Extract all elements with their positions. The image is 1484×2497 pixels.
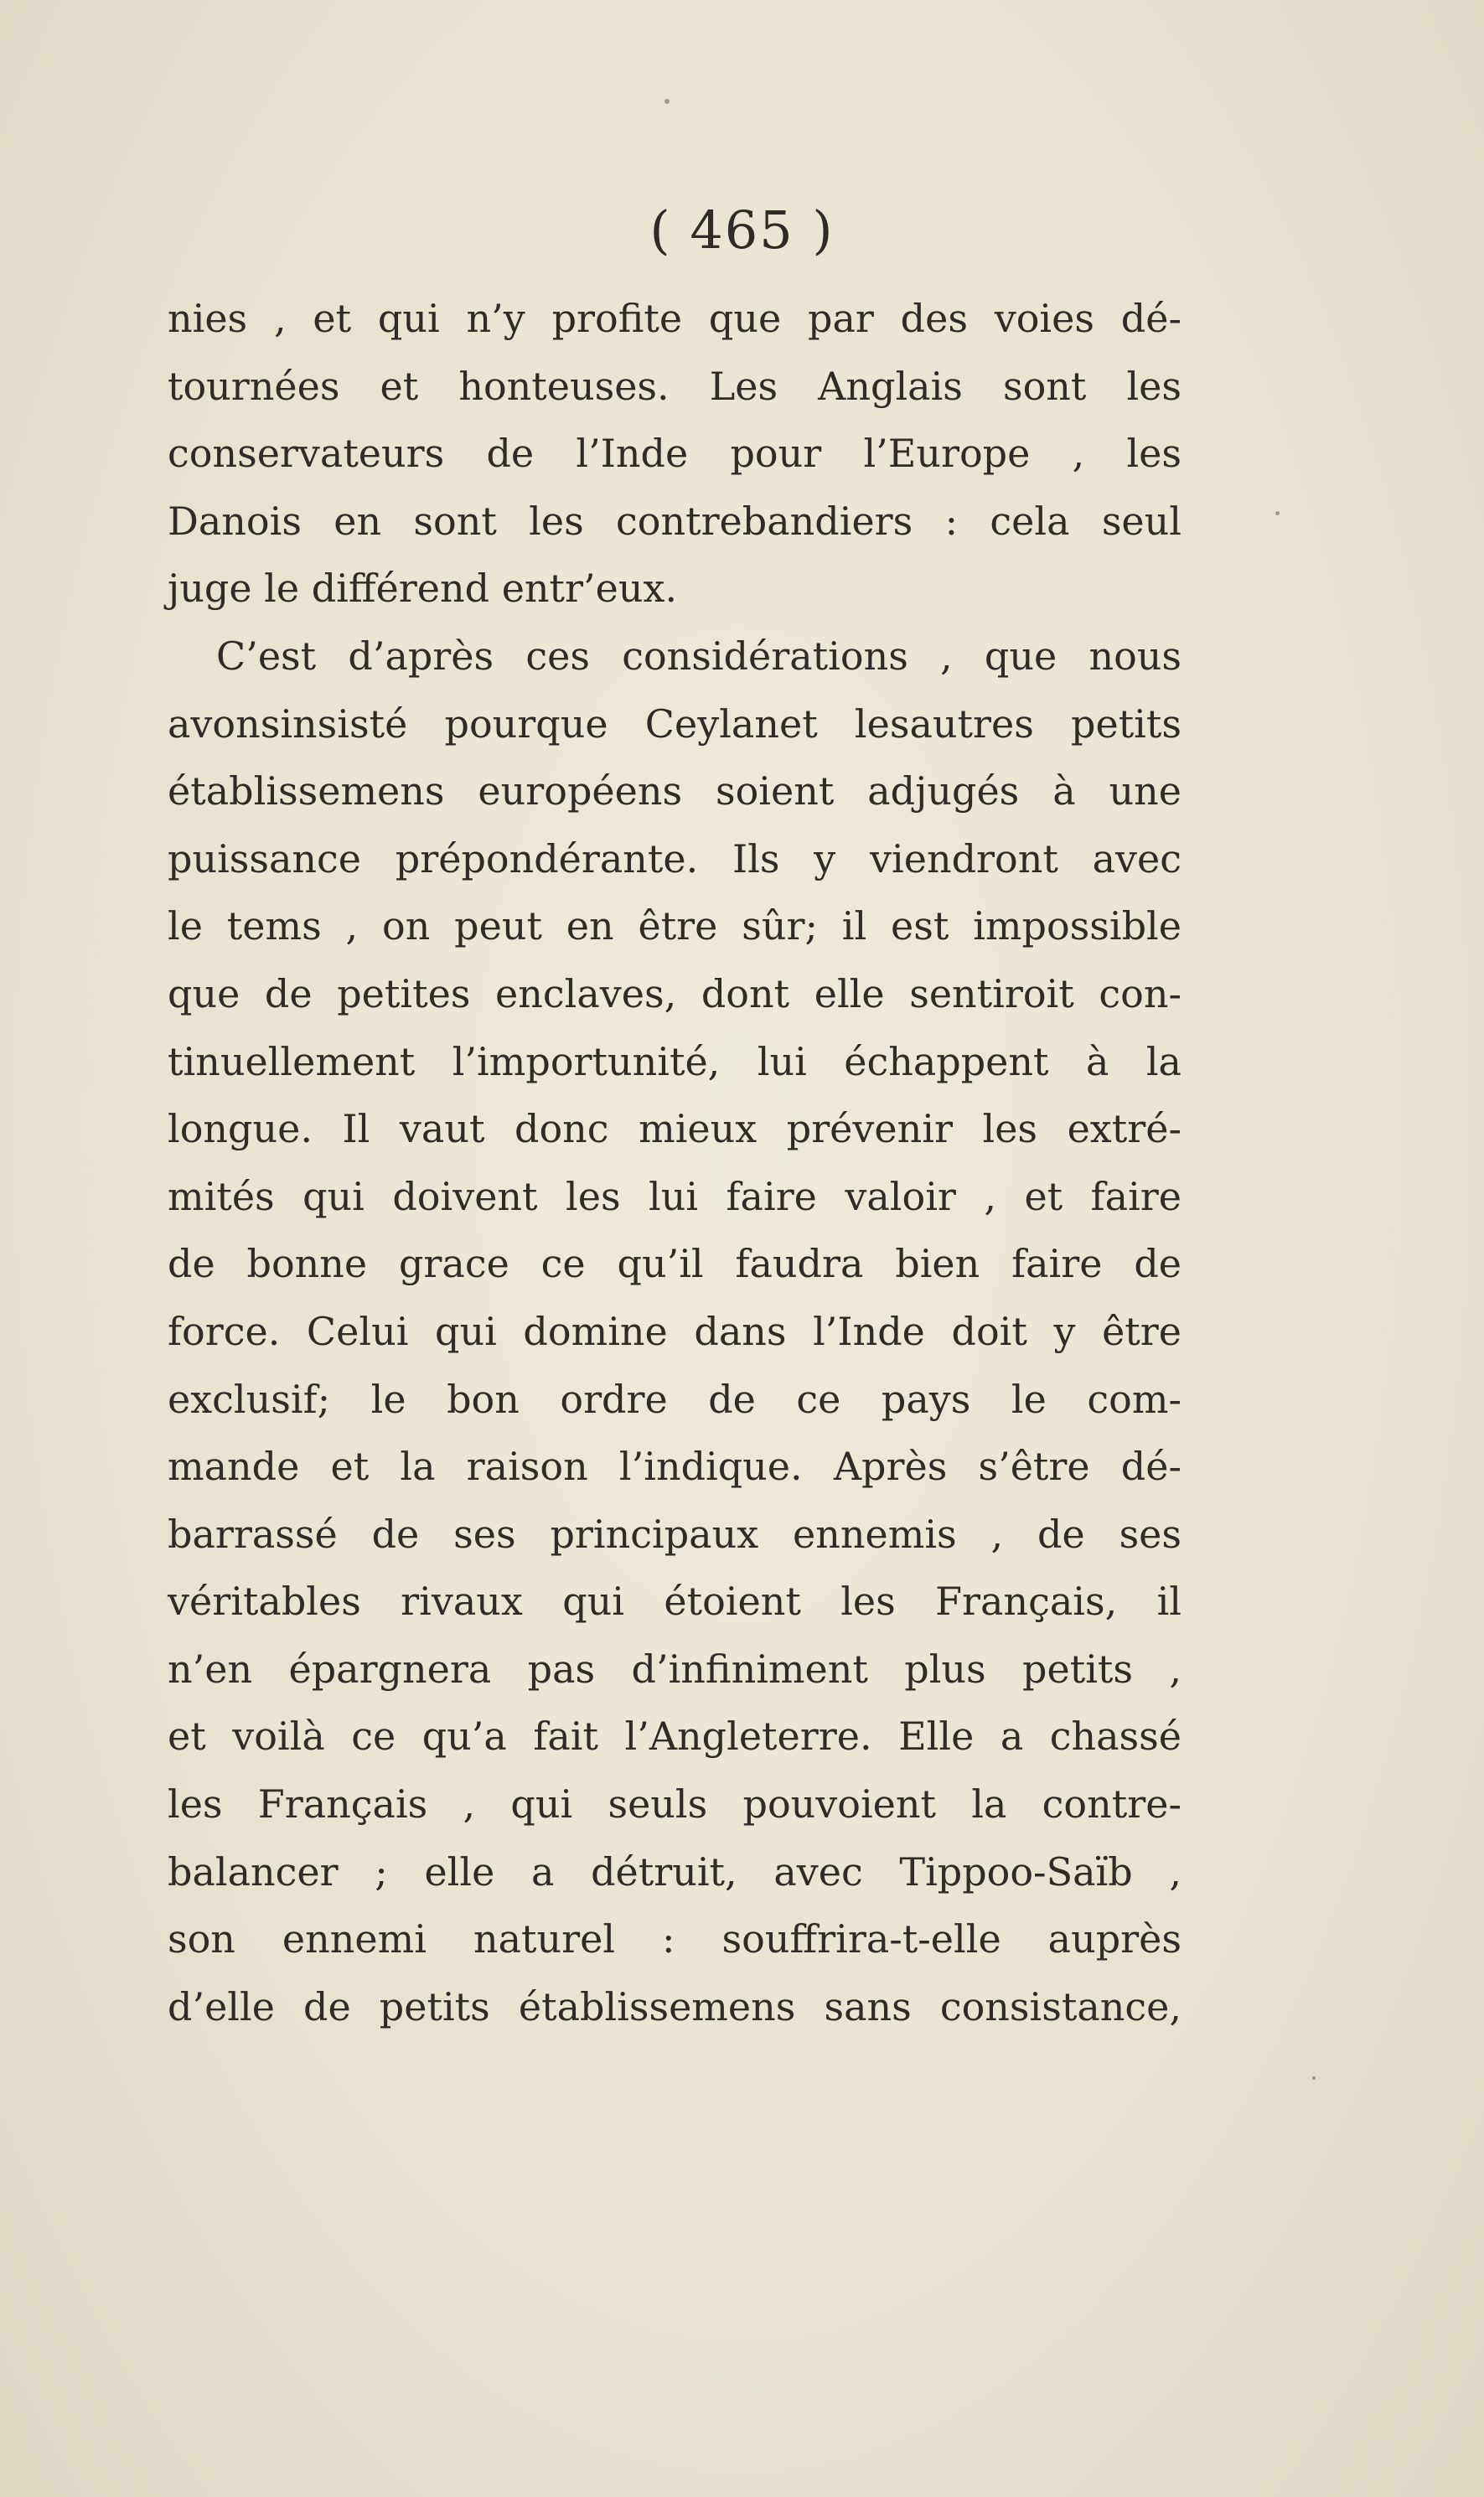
text-line: conservateurs de l’Inde pour l’Europe , les [168, 431, 1182, 477]
text-line: balancer ; elle a détruit, avec Tippoo-Saïb , [168, 1848, 1182, 1895]
text-line: établissemens européens soient adjugés à une [168, 768, 1182, 814]
text-line: exclusif; le bon ordre de ce pays le com- [168, 1376, 1182, 1422]
text-line: que de petites enclaves, dont elle sentiroit con- [168, 970, 1182, 1016]
text-line: n’en épargnera pas d’infiniment plus petits , [168, 1646, 1182, 1692]
text-line: véritables rivaux qui étoient les Français, il [168, 1579, 1182, 1625]
text-line: et voilà ce qu’a fait l’Angleterre. Elle a chassé [168, 1714, 1182, 1760]
text-line: longue. Il vaut donc mieux prévenir les extré- [168, 1106, 1182, 1152]
paper-speck [1275, 511, 1280, 515]
text-line: de bonne grace ce qu’il faudra bien faire de [168, 1241, 1182, 1287]
paragraph-first-line: C’est d’après ces considérations , que nous [216, 633, 1182, 679]
paper-speck [1312, 2076, 1316, 2080]
text-line: d’elle de petits établissemens sans consistance, [168, 1983, 1182, 2029]
text-line: tournées et honteuses. Les Anglais sont les [168, 363, 1182, 409]
text-line: juge le différend entr’eux. [168, 566, 678, 612]
text-line: mités qui doivent les lui faire valoir , et faire [168, 1173, 1182, 1219]
text-line: les Français , qui seuls pouvoient la contre- [168, 1781, 1182, 1828]
page-number: ( 465 ) [649, 199, 835, 261]
text-line: force. Celui qui domine dans l’Inde doit y être [168, 1308, 1182, 1354]
text-line: Danois en sont les contrebandiers : cela seul [168, 498, 1182, 544]
text-line: tinuellement l’importunité, lui échappent à la [168, 1038, 1182, 1084]
text-line: mande et la raison l’indique. Après s’être dé- [168, 1444, 1182, 1490]
text-line: nies , et qui n’y profite que par des voies dé- [168, 296, 1182, 341]
text-line: son ennemi naturel : souffrira-t-elle auprès [168, 1916, 1182, 1962]
text-line: avonsinsisté pourque Ceylanet lesautres petits [168, 701, 1182, 747]
body-text [168, 285, 1182, 2040]
paper-speck [664, 99, 670, 104]
text-line: puissance prépondérante. Ils y viendront avec [168, 835, 1182, 881]
text-line: le tems , on peut en être sûr; il est impossible [168, 903, 1182, 949]
text-line: barrassé de ses principaux ennemis , de ses [168, 1511, 1182, 1557]
